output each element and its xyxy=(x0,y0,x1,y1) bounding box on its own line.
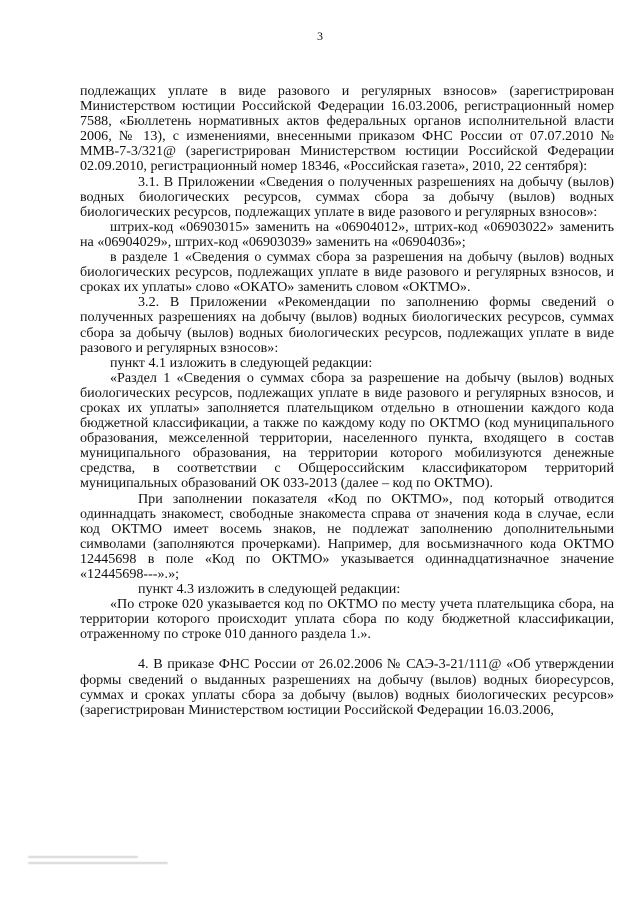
paragraph-gap xyxy=(80,642,614,657)
paragraph-intro-continuation: подлежащих уплате в виде разового и регулярных взносов» (зарегистрирован Министерством юстиции Российской Федерации 16.03.2006, регистрационный номер 7588, «Бюллетень нормативных актов федеральных органов исполнительной власти 2006, № 13), с изменениями, внесенными приказом ФНС России от 07.07.2010 № ММВ-7-3/321@ (зарегистрирован Министерством юстиции Российской Федерации 02.09.2010, регистрационный номер 18346, «Российская газета», 2010, 22 сентября): xyxy=(80,83,614,175)
paragraph-point-4-3-intro: пункт 4.3 изложить в следующей редакции: xyxy=(138,581,401,598)
paragraph-barcodes: штрих-код «06903015» заменить на «06904012», штрих-код «06903022» заменить на «06904029», штрих-код «06903039» заменить на «06904036»; xyxy=(80,218,614,250)
faded-stamp xyxy=(28,852,178,878)
page-number: 3 xyxy=(317,29,323,43)
paragraph-line-020-quote: «По строке 020 указывается код по ОКТМО по месту учета плательщика сбора, на территории которого происходит уплата сбора по коду бюджетной классификации, отраженному по строке 010 данного раздела 1.». xyxy=(80,596,614,643)
paragraph-4: 4. В приказе ФНС России от 26.02.2006 № САЭ-3-21/111@ «Об утверждении формы сведений о выданных разрешениях на добычу (вылов) водных биоресурсов, суммах и сроках уплаты сбора за добычу (вылов) водных биологических ресурсов» (зарегистрирован Министерством юстиции Российской Федерации 16.03.2006, xyxy=(80,656,614,718)
document-body xyxy=(80,84,614,718)
paragraph-3-1: 3.1. В Приложении «Сведения о полученных разрешениях на добычу (вылов) водных биологических ресурсов, суммах сбора за добычу (вылов) водных биологических ресурсов, подлежащих уплате в виде разового и регулярных взносов»: xyxy=(80,173,614,220)
paragraph-oktmo-filling: При заполнении показателя «Код по ОКТМО», под который отводится одиннадцать знакомест, свободные знакоместа справа от значения кода в случае, если код ОКТМО имеет восемь знаков, не подлежат заполнению дополнительными символами (заполняются прочерками). Например, для восьмизначного кода ОКТМО 12445698 в поле «Код по ОКТМО» указывается одиннадцатизначное значение «12445698---».»; xyxy=(80,490,614,582)
paragraph-section-1-okato: в разделе 1 «Сведения о суммах сбора за разрешения на добычу (вылов) водных биологических ресурсов, подлежащих уплате в виде разового и регулярных взносов, и сроках их уплаты» слово «ОКАТО» заменить словом «ОКТМО». xyxy=(80,249,614,296)
paragraph-3-2: 3.2. В Приложении «Рекомендации по заполнению формы сведений о полученных разрешениях на добычу (вылов) водных биологических ресурсов, суммах сбора за добычу (вылов) водных биологических ресурсов, подлежащих уплате в виде разового и регулярных взносов»: xyxy=(80,294,614,356)
paragraph-point-4-1-intro: пункт 4.1 изложить в следующей редакции: xyxy=(110,354,373,371)
paragraph-section-1-quote: «Раздел 1 «Сведения о суммах сбора за разрешение на добычу (вылов) водных биологических ресурсов, подлежащих уплате в виде разового и регулярных взносов, и сроках их уплаты» заполняется плательщиком отдельно в отношении каждого кода бюджетной классификации, а также по каждому коду по ОКТМО (код муниципального образования, межселенной территории, населенного пункта, входящего в состав муниципального образования, на территории которого мобилизуются денежные средства, в соответствии с Общероссийским классификатором территорий муниципальных образований ОК 033-2013 (далее – код по ОКТМО). xyxy=(80,369,614,492)
